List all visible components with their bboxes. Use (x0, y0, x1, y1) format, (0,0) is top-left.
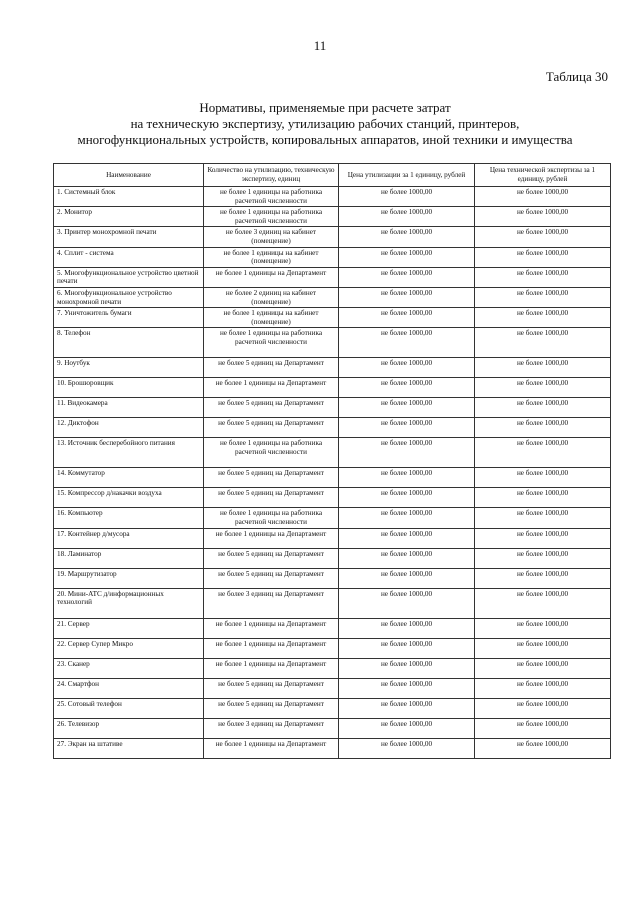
table-row (54, 227, 611, 247)
item-name: 27. Экран на штативе (54, 738, 204, 758)
expertise-price: не более 1000,00 (475, 698, 611, 718)
item-quantity: не более 1 единицы на работника расчетной численности (204, 328, 339, 358)
table-row (54, 468, 611, 488)
item-name: 20. Мини-АТС д/информационных технологий (54, 588, 204, 618)
table-row (54, 638, 611, 658)
item-quantity: не более 1 единицы на Департамент (204, 267, 339, 287)
item-quantity: не более 3 единиц на кабинет (помещение) (204, 227, 339, 247)
table-row (54, 548, 611, 568)
item-quantity: не более 2 единиц на кабинет (помещение) (204, 287, 339, 307)
item-name: 7. Уничтожитель бумаги (54, 308, 204, 328)
item-quantity: не более 1 единицы на Департамент (204, 618, 339, 638)
table-row (54, 308, 611, 328)
item-quantity: не более 5 единиц на Департамент (204, 418, 339, 438)
item-name: 13. Источник бесперебойного питания (54, 438, 204, 468)
item-quantity: не более 5 единиц на Департамент (204, 488, 339, 508)
header-expertise-price: Цена технической экспертизы за 1 единицу, рублей (475, 164, 611, 187)
item-name: 15. Компрессор д/накачки воздуха (54, 488, 204, 508)
item-name: 16. Компьютер (54, 508, 204, 528)
utilization-price: не более 1000,00 (339, 438, 475, 468)
table-row (54, 698, 611, 718)
item-quantity: не более 1 единицы на кабинет (помещение) (204, 308, 339, 328)
expertise-price: не более 1000,00 (475, 418, 611, 438)
utilization-price: не более 1000,00 (339, 718, 475, 738)
item-name: 5. Многофункциональное устройство цветной печати (54, 267, 204, 287)
table-row (54, 398, 611, 418)
utilization-price: не более 1000,00 (339, 358, 475, 378)
table-row (54, 618, 611, 638)
utilization-price: не более 1000,00 (339, 488, 475, 508)
item-name: 14. Коммутатор (54, 468, 204, 488)
expertise-price: не более 1000,00 (475, 548, 611, 568)
utilization-price: не более 1000,00 (339, 658, 475, 678)
expertise-price: не более 1000,00 (475, 308, 611, 328)
utilization-price: не более 1000,00 (339, 548, 475, 568)
norms-table (53, 163, 611, 759)
expertise-price: не более 1000,00 (475, 658, 611, 678)
table-row (54, 718, 611, 738)
item-name: 10. Брошюровщик (54, 378, 204, 398)
item-quantity: не более 1 единицы на Департамент (204, 528, 339, 548)
utilization-price: не более 1000,00 (339, 638, 475, 658)
expertise-price: не более 1000,00 (475, 488, 611, 508)
expertise-price: не более 1000,00 (475, 438, 611, 468)
utilization-price: не более 1000,00 (339, 308, 475, 328)
utilization-price: не более 1000,00 (339, 227, 475, 247)
utilization-price: не более 1000,00 (339, 398, 475, 418)
item-name: 26. Телевизор (54, 718, 204, 738)
item-name: 3. Принтер монохромной печати (54, 227, 204, 247)
header-name: Наименование (54, 164, 204, 187)
item-quantity: не более 5 единиц на Департамент (204, 468, 339, 488)
table-title (40, 100, 610, 148)
utilization-price: не более 1000,00 (339, 287, 475, 307)
item-name: 12. Диктофон (54, 418, 204, 438)
expertise-price: не более 1000,00 (475, 207, 611, 227)
table-row (54, 528, 611, 548)
item-name: 8. Телефон (54, 328, 204, 358)
header-quantity: Количество на утилизацию, техническую экспертизу, единиц (204, 164, 339, 187)
table-row (54, 588, 611, 618)
utilization-price: не более 1000,00 (339, 678, 475, 698)
item-quantity: не более 5 единиц на Департамент (204, 398, 339, 418)
expertise-price: не более 1000,00 (475, 568, 611, 588)
expertise-price: не более 1000,00 (475, 508, 611, 528)
header-utilization-price: Цена утилизации за 1 единицу, рублей (339, 164, 475, 187)
utilization-price: не более 1000,00 (339, 618, 475, 638)
expertise-price: не более 1000,00 (475, 528, 611, 548)
item-name: 18. Ламинатор (54, 548, 204, 568)
utilization-price: не более 1000,00 (339, 468, 475, 488)
utilization-price: не более 1000,00 (339, 187, 475, 207)
expertise-price: не более 1000,00 (475, 358, 611, 378)
item-name: 1. Системный блок (54, 187, 204, 207)
item-quantity: не более 1 единицы на Департамент (204, 658, 339, 678)
utilization-price: не более 1000,00 (339, 588, 475, 618)
utilization-price: не более 1000,00 (339, 568, 475, 588)
item-quantity: не более 1 единицы на работника расчетной численности (204, 438, 339, 468)
item-quantity: не более 3 единиц на Департамент (204, 718, 339, 738)
expertise-price: не более 1000,00 (475, 287, 611, 307)
expertise-price: не более 1000,00 (475, 678, 611, 698)
utilization-price: не более 1000,00 (339, 528, 475, 548)
expertise-price: не более 1000,00 (475, 328, 611, 358)
expertise-price: не более 1000,00 (475, 227, 611, 247)
table-row (54, 508, 611, 528)
item-name: 17. Контейнер д/мусора (54, 528, 204, 548)
table-row (54, 658, 611, 678)
expertise-price: не более 1000,00 (475, 398, 611, 418)
item-quantity: не более 5 единиц на Департамент (204, 698, 339, 718)
table-row (54, 267, 611, 287)
item-quantity: не более 5 единиц на Департамент (204, 568, 339, 588)
title-line-1: Нормативы, применяемые при расчете затрат (199, 100, 451, 115)
item-name: 6. Многофункциональное устройство монохромной печати (54, 287, 204, 307)
item-quantity: не более 1 единицы на работника расчетной численности (204, 187, 339, 207)
utilization-price: не более 1000,00 (339, 698, 475, 718)
item-name: 4. Сплит - система (54, 247, 204, 267)
item-quantity: не более 5 единиц на Департамент (204, 358, 339, 378)
item-name: 24. Смартфон (54, 678, 204, 698)
expertise-price: не более 1000,00 (475, 638, 611, 658)
item-name: 2. Монитор (54, 207, 204, 227)
item-name: 19. Маршрутизатор (54, 568, 204, 588)
item-name: 23. Сканер (54, 658, 204, 678)
table-row (54, 418, 611, 438)
item-quantity: не более 5 единиц на Департамент (204, 548, 339, 568)
item-name: 22. Сервер Супер Микро (54, 638, 204, 658)
expertise-price: не более 1000,00 (475, 618, 611, 638)
table-row (54, 488, 611, 508)
item-quantity: не более 1 единицы на Департамент (204, 638, 339, 658)
expertise-price: не более 1000,00 (475, 378, 611, 398)
expertise-price: не более 1000,00 (475, 718, 611, 738)
expertise-price: не более 1000,00 (475, 738, 611, 758)
utilization-price: не более 1000,00 (339, 738, 475, 758)
item-name: 11. Видеокамера (54, 398, 204, 418)
utilization-price: не более 1000,00 (339, 378, 475, 398)
table-row (54, 568, 611, 588)
table-row (54, 247, 611, 267)
item-quantity: не более 1 единицы на кабинет (помещение) (204, 247, 339, 267)
title-line-3: многофункциональных устройств, копировальных аппаратов, иной техники и имущества (77, 132, 573, 147)
table-row (54, 678, 611, 698)
table-row (54, 738, 611, 758)
expertise-price: не более 1000,00 (475, 187, 611, 207)
table-header-row (54, 164, 611, 187)
item-name: 25. Сотовый телефон (54, 698, 204, 718)
utilization-price: не более 1000,00 (339, 418, 475, 438)
table-row (54, 287, 611, 307)
item-quantity: не более 1 единицы на Департамент (204, 738, 339, 758)
item-quantity: не более 1 единицы на Департамент (204, 378, 339, 398)
table-row (54, 207, 611, 227)
table-row (54, 187, 611, 207)
utilization-price: не более 1000,00 (339, 508, 475, 528)
title-line-2: на техническую экспертизу, утилизацию рабочих станций, принтеров, (130, 116, 520, 131)
utilization-price: не более 1000,00 (339, 207, 475, 227)
page-number: 11 (313, 38, 327, 53)
item-quantity: не более 5 единиц на Департамент (204, 678, 339, 698)
item-name: 21. Сервер (54, 618, 204, 638)
table-row (54, 438, 611, 468)
expertise-price: не более 1000,00 (475, 588, 611, 618)
utilization-price: не более 1000,00 (339, 267, 475, 287)
utilization-price: не более 1000,00 (339, 328, 475, 358)
utilization-price: не более 1000,00 (339, 247, 475, 267)
table-label: Таблица 30 (545, 69, 608, 84)
item-quantity: не более 1 единицы на работника расчетной численности (204, 207, 339, 227)
expertise-price: не более 1000,00 (475, 267, 611, 287)
item-name: 9. Ноутбук (54, 358, 204, 378)
table-row (54, 358, 611, 378)
expertise-price: не более 1000,00 (475, 468, 611, 488)
table-row (54, 328, 611, 358)
expertise-price: не более 1000,00 (475, 247, 611, 267)
item-quantity: не более 1 единицы на работника расчетной численности (204, 508, 339, 528)
table-row (54, 378, 611, 398)
item-quantity: не более 3 единиц на Департамент (204, 588, 339, 618)
